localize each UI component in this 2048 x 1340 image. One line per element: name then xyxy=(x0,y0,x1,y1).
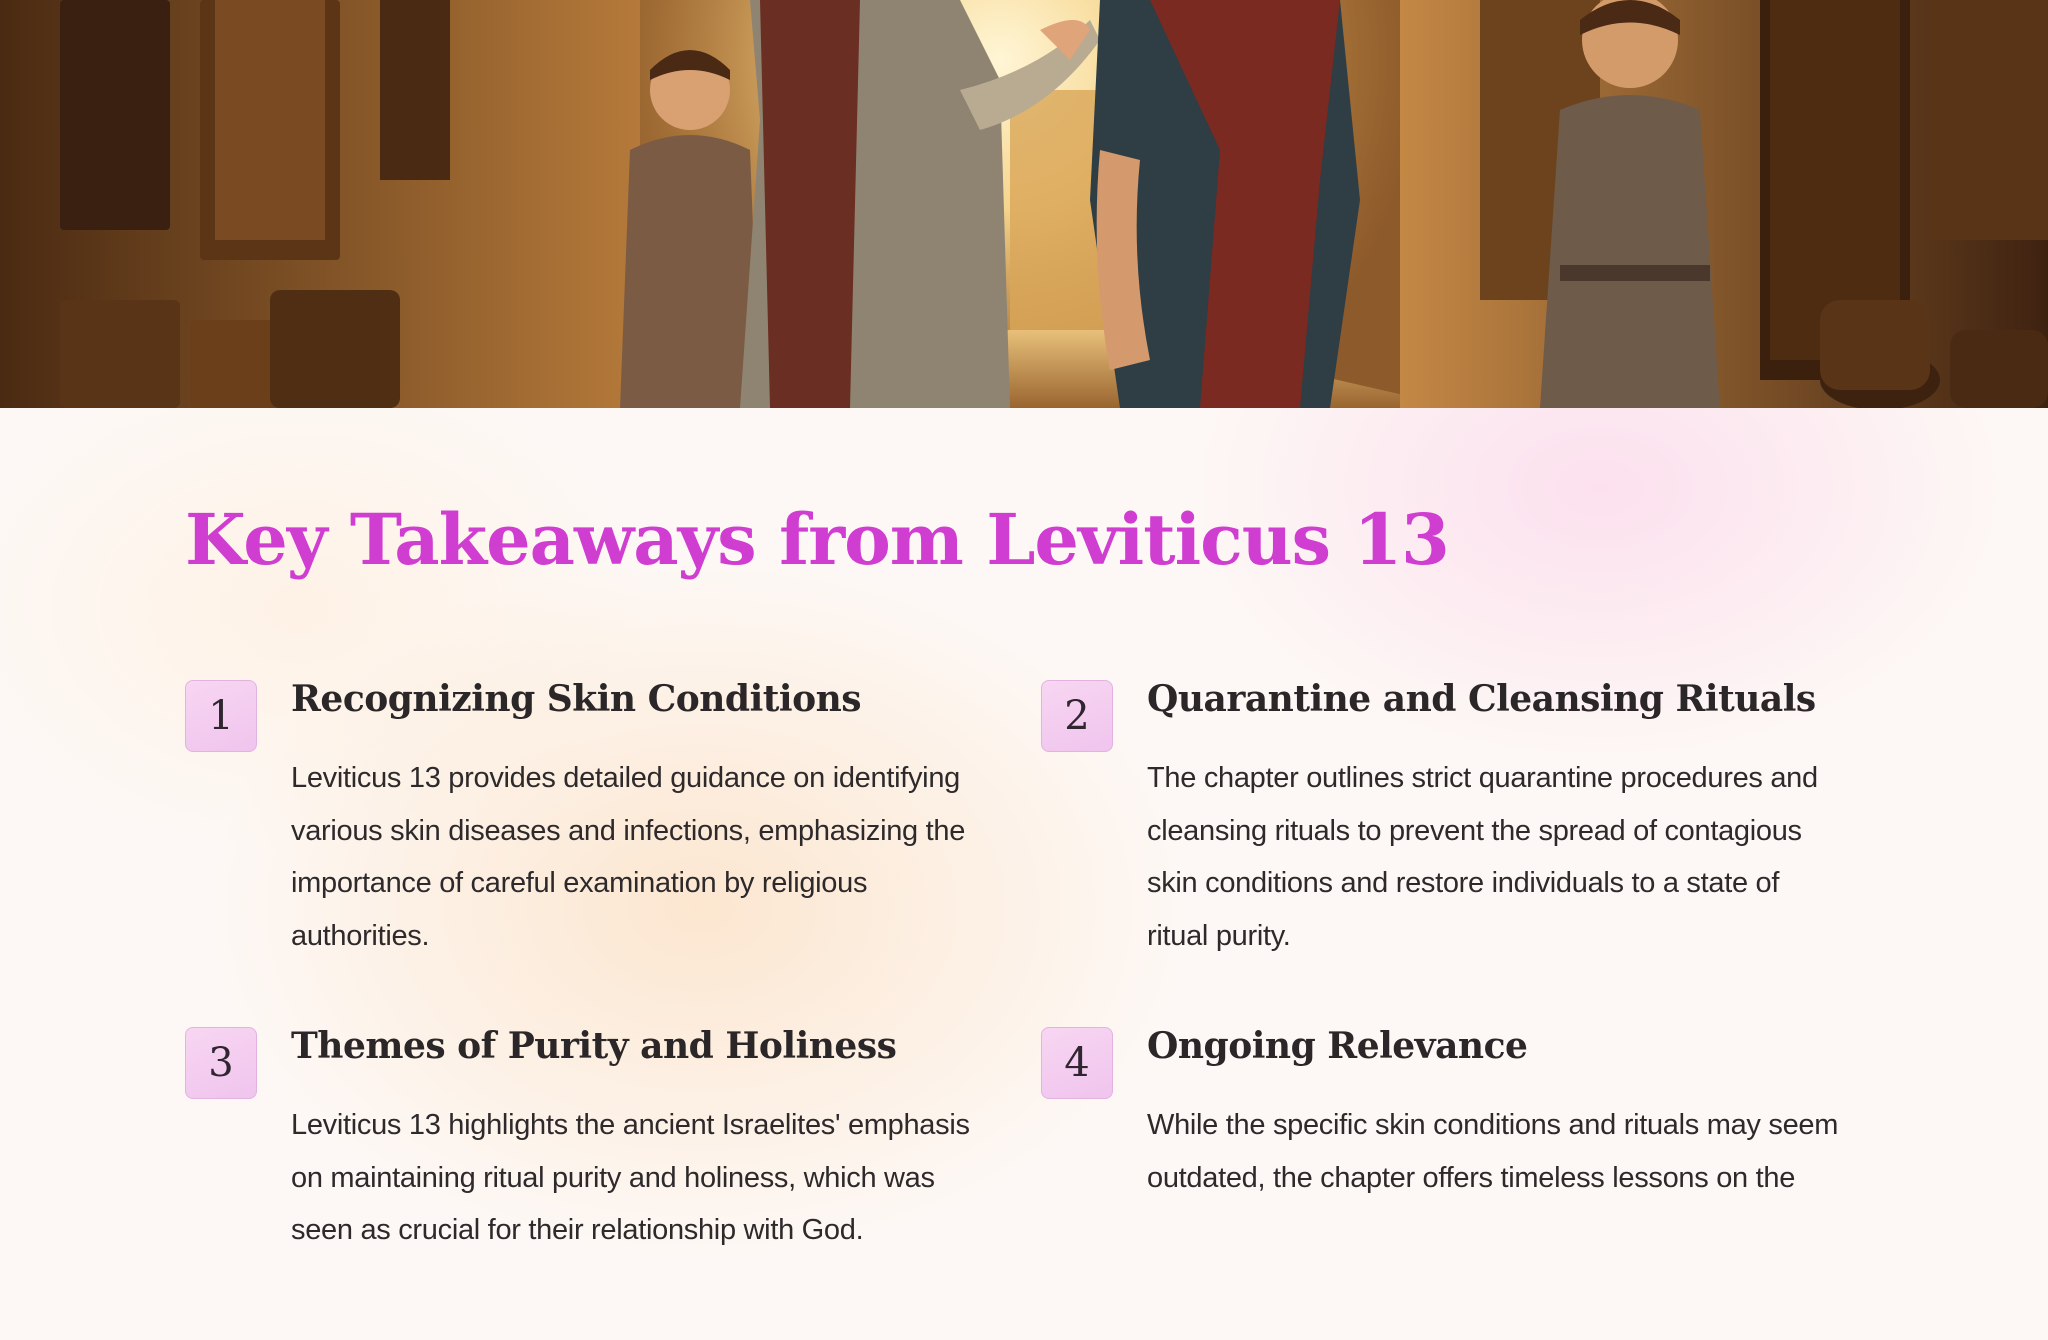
number-badge: 4 xyxy=(1041,1027,1113,1099)
page-title: Key Takeaways from Leviticus 13 xyxy=(185,498,1449,581)
takeaway-title: Quarantine and Cleansing Rituals xyxy=(1147,678,1816,720)
hero-illustration xyxy=(0,0,2048,408)
number-badge: 3 xyxy=(185,1027,257,1099)
takeaway-body: Leviticus 13 highlights the ancient Israelites' emphasis on maintaining ritual purity and holiness, which was seen as crucial for their relationship with God. xyxy=(291,1109,970,1246)
takeaway-body: Leviticus 13 provides detailed guidance on identifying various skin diseases and infections, emphasizing the importance of careful examination by religious authorities. xyxy=(291,762,966,952)
number-badge: 2 xyxy=(1041,680,1113,752)
takeaway-body: While the specific skin conditions and rituals may seem outdated, the chapter offers timeless lessons on the xyxy=(1147,1109,1839,1194)
takeaway-title: Ongoing Relevance xyxy=(1147,1025,1528,1067)
takeaway-body: The chapter outlines strict quarantine procedures and cleansing rituals to prevent the spread of contagious skin conditions and restore individuals to a state of ritual purity. xyxy=(1147,762,1818,952)
number-badge: 1 xyxy=(185,680,257,752)
takeaways-section xyxy=(0,408,2048,1340)
takeaway-title: Recognizing Skin Conditions xyxy=(291,678,862,720)
takeaway-title: Themes of Purity and Holiness xyxy=(291,1025,897,1067)
